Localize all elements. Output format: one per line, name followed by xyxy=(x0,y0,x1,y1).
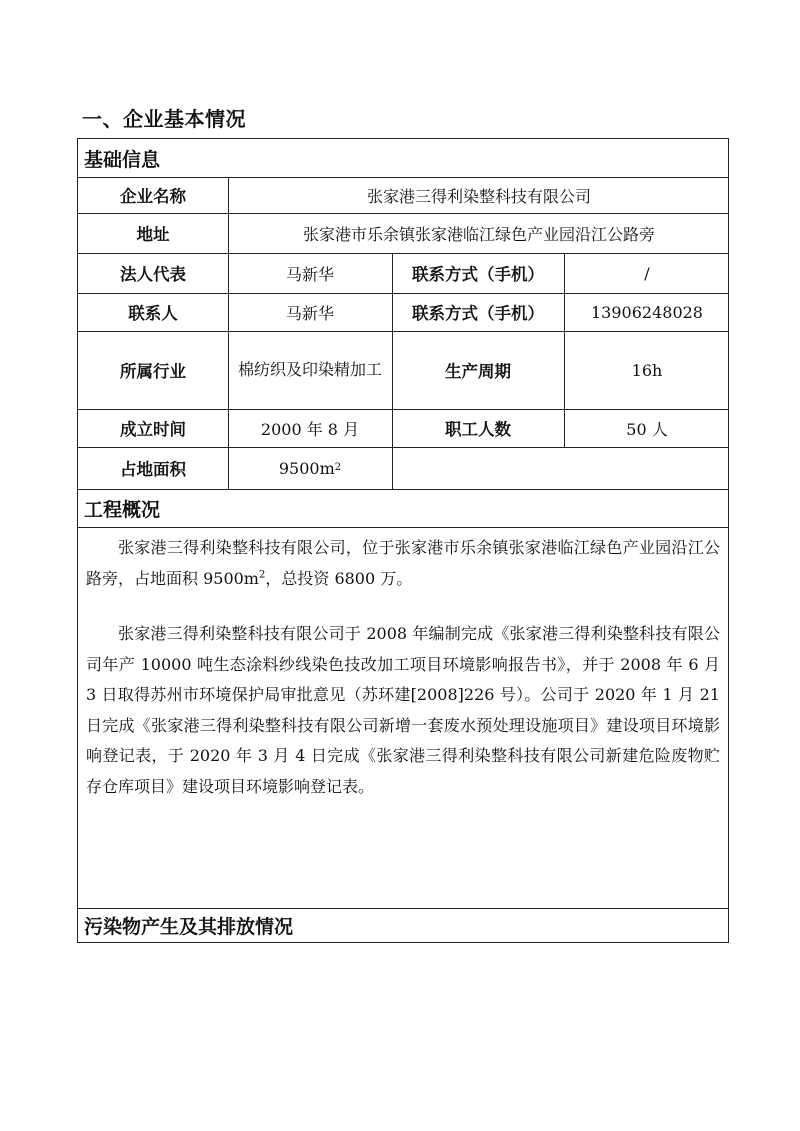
column-divider xyxy=(392,253,393,489)
contact-phone-label-1: 联系方式（手机） xyxy=(412,265,544,284)
legal-rep-label: 法人代表 xyxy=(120,265,186,284)
overview-paragraph-1-superscript: 2 xyxy=(258,569,266,581)
industry-label: 所属行业 xyxy=(120,362,186,381)
company-name-value: 张家港三得利染整科技有限公司 xyxy=(366,186,591,206)
contact-person-value: 马新华 xyxy=(285,303,334,323)
staff-label: 职工人数 xyxy=(445,420,511,439)
overview-paragraph-2: 张家港三得利染整科技有限公司于 2008 年编制完成《张家港三得利染整科技有限公司年产 10000 吨生态涂料纱线染色技改加工项目环境影响报告书》，并于 2008 年 6 月 3 日取得苏州市环境保护局审批意见（苏环建[2008]226 号）。公司于 2020 年 1 月 21 日完成《张家港三得利染整科技有限公司新增一套废水预处理设施项目》建设项目环境影响登记表，于 2020 年 3 月 4 日完成《张家港三得利染整科技有限公司新建危险废物贮存仓库项目》建设项目环境影响登记表。 xyxy=(86,624,720,796)
enterprise-info-table xyxy=(77,138,729,943)
company-name-label: 企业名称 xyxy=(120,187,186,206)
contact-person-label: 联系人 xyxy=(128,304,178,323)
address-value: 张家港市乐余镇张家港临江绿色产业园沿江公路旁 xyxy=(302,224,655,244)
area-number: 9500m xyxy=(278,458,335,478)
staff-value: 50 人 xyxy=(626,419,668,439)
industry-value: 棉纺织及印染精加工 xyxy=(237,360,382,379)
overview-paragraph-1-text: 张家港三得利染整科技有限公司，位于张家港市乐余镇张家港临江绿色产业园沿江公路旁，占地面积 9500m xyxy=(86,538,720,588)
address-label: 地址 xyxy=(136,225,170,244)
overview-section-title: 工程概况 xyxy=(84,498,161,521)
production-cycle-value: 16h xyxy=(631,360,663,380)
area-value: 9500m 2 xyxy=(278,458,342,478)
established-value: 2000 年 8 月 xyxy=(260,419,360,439)
column-divider xyxy=(228,177,229,489)
overview-paragraph-1 xyxy=(78,533,728,594)
production-cycle-label: 生产周期 xyxy=(445,362,511,381)
area-label: 占地面积 xyxy=(120,460,186,479)
pollution-section-title: 污染物产生及其排放情况 xyxy=(84,916,294,938)
basic-info-section-title: 基础信息 xyxy=(84,148,161,171)
contact-phone-value-1: / xyxy=(644,263,650,283)
contact-phone-label-2: 联系方式（手机） xyxy=(412,304,544,323)
established-label: 成立时间 xyxy=(120,420,186,439)
overview-paragraph-1-tail: ，总投资 6800 万。 xyxy=(265,568,413,588)
divider xyxy=(78,527,728,528)
page-heading: 一、企业基本情况 xyxy=(82,107,246,131)
column-divider xyxy=(564,253,565,447)
contact-phone-value-2: 13906248028 xyxy=(591,302,703,322)
legal-rep-value: 马新华 xyxy=(285,264,334,284)
